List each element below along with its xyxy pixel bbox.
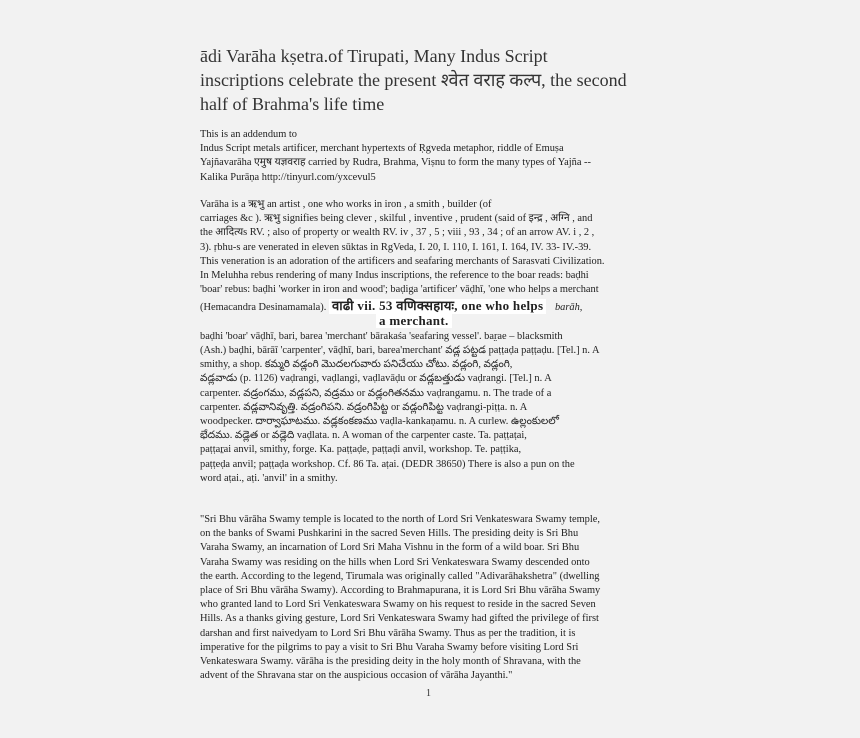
text-line: Varāha is a ऋभु an artist , one who works in iron , a smith , builder (of [200, 199, 492, 210]
text-line: carriages &c ). ऋभु signifies being clever , skilful , inventive , prudent (said of इन्द्र , अग्नि , and [200, 213, 593, 225]
addendum-title-line1: Indus Script metals artificer, merchant hypertexts of Ṛgveda metaphor, riddle of Emuṣa [200, 143, 564, 155]
text-line: word aṭai., aṭi. 'anvil' in a smithy. [200, 472, 338, 484]
text-line: 'boar' rebus: baḍhi 'worker in iron and wood'; baḍiga 'artificer' vāḍhī, 'one who helps a merchant [200, 284, 599, 296]
text-line: the आदित्यs RV. ; also of property or wealth RV. iv , 37 , 5 ; viii , 93 , 34 ; of an arrow AV. i , 2 , [200, 227, 595, 239]
quote-line: the earth. According to the legend, Tirumala was originally called "Adivarāhakshetra" (dwelling [200, 570, 600, 582]
quote-line: darshan and first naivedyam to Lord Sri Bhu vārāha Swamy. Thus as per the tradition, it is [200, 627, 576, 639]
sanskrit-gloss: वाढी vii. 53 वणिक्सहायः, one who helps [329, 299, 546, 313]
quote-line: Varaha Swamy, an incarnation of Lord Sri Maha Vishnu in the form of a wild boar. Sri Bhu [200, 542, 580, 554]
text-line: carpenter. వడ్లవానివృత్తి. వడ్రంగిపని. వడ్రంగిపిట్ట or వడ్లంగిపిట్ట vaḍrangi-piṭṭa. n. A [200, 401, 528, 413]
quote-line: "Sri Bhu vārāha Swamy temple is located to the north of Lord Sri Venkateswara Swamy temple, [200, 514, 600, 525]
addendum-block [200, 128, 660, 185]
text-line: smithy, a shop. కమ్మరి వడ్లంగి మొదలగువారు పనిచేయు చోటు. వడ్లంగి, వడ్లంగి, [200, 359, 513, 371]
quote-block [200, 513, 658, 683]
gloss-continuation [200, 314, 660, 330]
text-line: వడ్లవాడు (p. 1126) vaḍrangi, vaḍlangi, vaḍlavāḍu or వడ్లబత్తుడు vaḍrangi. [Tel.] n. A [200, 373, 552, 385]
quote-line: place of Sri Bhu vārāha Swamy). According to Brahmapurana, it is Lord Sri Bhu vārāha Swamy [200, 585, 601, 597]
text-line: woodpecker. దార్వాఘాటము. వడ్లకంకణము vaḍla-kankaṇamu. n. A curlew. ఉల్లంకులలో [200, 416, 559, 428]
quote-line: advent of the Shravana star on the auspicious occasion of vārāha Jayanthi." [200, 670, 513, 682]
text-span: barāh, [554, 302, 583, 314]
quote-line: on the banks of Swami Pushkarini in the sacred Seven Hills. The presiding deity is Sri Bhu [200, 528, 579, 540]
text-span: (Hemacandra Desinamamala). [200, 302, 327, 314]
quote-line: Venkateswara Swamy. vārāha is the presiding deity in the holy month of Shravana, with the [200, 656, 581, 668]
quote-line: Hills. As a thanks giving gesture, Lord Sri Venkateswara Swamy had gifted the privilege of first [200, 613, 599, 625]
gloss-text: a merchant. [376, 314, 452, 328]
quote-line: imperative for the pilgrims to pay a visit to Sri Bhu Varaha Swamy before visiting Lord Sri [200, 641, 579, 653]
addendum-link: Kalika Purāṇa http://tinyurl.com/yxcevul5 [200, 171, 376, 183]
text-line: భేదము. వడ్లెత or వడ్లెది vaḍlata. n. A woman of the carpenter caste. Ta. paṭṭaṭai, [200, 430, 527, 442]
page-number: 1 [426, 688, 431, 699]
text-line: paṭṭeḍa anvil; paṭṭaḍa workshop. Cf. 86 Ta. aṭai. (DEDR 38650) There is also a pun on the [200, 458, 575, 470]
addendum-intro: This is an addendum to [200, 129, 297, 140]
quote-line: who granted land to Lord Sri Venkateswara Swamy on his request to reside in the sacred Seven [200, 599, 596, 611]
text-line: In Meluhha rebus rendering of many Indus inscriptions, the reference to the boar reads: baḍhi [200, 270, 589, 282]
varaha-paragraph [200, 198, 660, 486]
text-line: baḍhi 'boar' vāḍhī, bari, barea 'merchant' bārakaśa 'seafaring vessel'. bar̤ae – blacksmith [200, 330, 563, 342]
text-line: paṭṭaṟai anvil, smithy, forge. Ka. paṭṭaḍe, paṭṭaḍi anvil, workshop. Te. paṭṭika, [200, 444, 522, 456]
addendum-title-line2: Yajñavarāha एमुष यज्ञवराह carried by Rudra, Brahma, Viṣnu to form the many types of Yajña -- [200, 157, 591, 169]
text-line: This veneration is an adoration of the artificers and seafaring merchants of Sarasvati Civilization. [200, 255, 605, 267]
quote-line: Varaha Swamy was residing on the hills when Lord Sri Venkateswara Swamy descended onto [200, 556, 590, 568]
text-line: carpenter. వడ్రంగము, వడ్లపని, వడ్రము or వడ్లంగితనము vaḍrangamu. n. The trade of a [200, 387, 552, 399]
text-line: (Ash.) baḍhi, bārāī 'carpenter', vāḍhī, bari, barea'merchant' వడ్ల పట్టడ paṭṭaḍa paṭṭaḍu. [Tel.] n. A [200, 345, 600, 357]
page-title: ādi Varāha kṣetra.of Tirupati, Many Indus Script inscriptions celebrate the present श्वेत वराह कल्प, the second half of Brahma's life time [200, 46, 627, 114]
text-line: 3). ṛbhu-s are venerated in eleven sūktas in RgVeda, I. 20, I. 110, I. 161, I. 164, IV. 33- IV.-39. [200, 241, 592, 253]
